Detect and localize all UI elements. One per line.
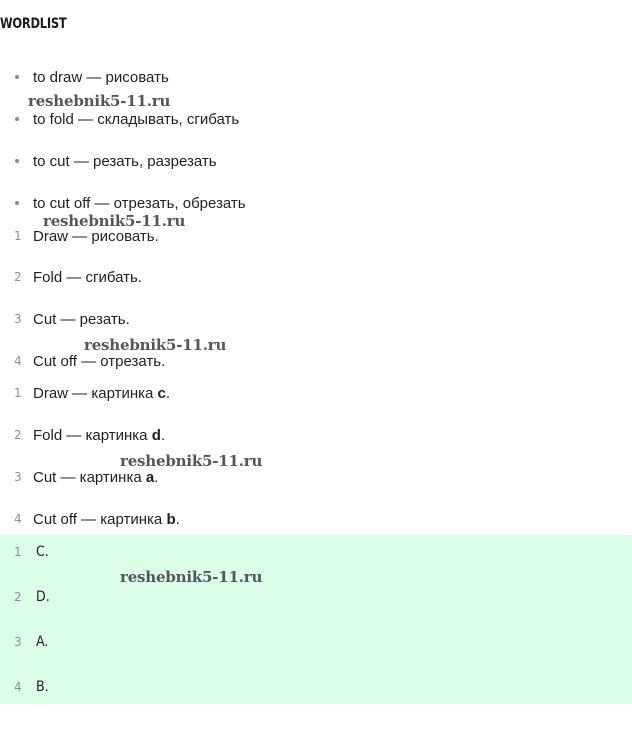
watermark: reshebnik5-11.ru <box>120 452 263 470</box>
bullet-icon <box>15 75 19 79</box>
item-number: 3 <box>14 635 22 649</box>
item-number: 3 <box>14 470 22 484</box>
item-number: 4 <box>14 680 22 694</box>
item-number: 2 <box>14 590 22 604</box>
watermark: reshebnik5-11.ru <box>28 92 171 110</box>
item-number: 4 <box>14 512 22 526</box>
item-number: 1 <box>14 545 22 559</box>
answer-text: B. <box>36 679 49 695</box>
item-number: 4 <box>14 354 22 368</box>
translation-text: Cut — резать. <box>33 310 130 328</box>
bullet-icon <box>15 159 19 163</box>
translation-text: Cut off — отрезать. <box>33 352 166 370</box>
item-number: 2 <box>14 428 22 442</box>
answer-text: D. <box>36 589 50 605</box>
wordlist-item-text: to cut — резать, разрезать <box>33 152 217 170</box>
item-number: 1 <box>14 386 22 400</box>
watermark: reshebnik5-11.ru <box>84 336 227 354</box>
item-number: 3 <box>14 312 22 326</box>
item-number: 2 <box>14 270 22 284</box>
translation-text: Fold — сгибать. <box>33 268 142 286</box>
watermark: reshebnik5-11.ru <box>120 568 263 586</box>
answer-text: C. <box>36 544 49 560</box>
picture-letter: b <box>166 510 176 528</box>
match-text: Cut off — картинка b. <box>33 510 180 528</box>
match-text: Fold — картинка d. <box>33 426 166 444</box>
watermark: reshebnik5-11.ru <box>43 212 186 230</box>
picture-letter: c <box>157 384 166 402</box>
wordlist-heading: WORDLIST <box>0 16 67 32</box>
wordlist-item-text: to cut off — отрезать, обрезать <box>33 194 246 212</box>
wordlist-item-text: to draw — рисовать <box>33 68 169 86</box>
answers-panel <box>0 535 632 704</box>
picture-letter: a <box>145 468 155 486</box>
match-text: Cut — картинка a. <box>33 468 159 486</box>
bullet-icon <box>15 117 19 121</box>
picture-letter: d <box>151 426 161 444</box>
item-number: 1 <box>14 229 22 243</box>
wordlist-item-text: to fold — складывать, сгибать <box>33 110 240 128</box>
answer-text: A. <box>36 634 49 650</box>
match-text: Draw — картинка c. <box>33 384 171 402</box>
translation-text: Draw — рисовать. <box>33 227 159 245</box>
bullet-icon <box>15 201 19 205</box>
